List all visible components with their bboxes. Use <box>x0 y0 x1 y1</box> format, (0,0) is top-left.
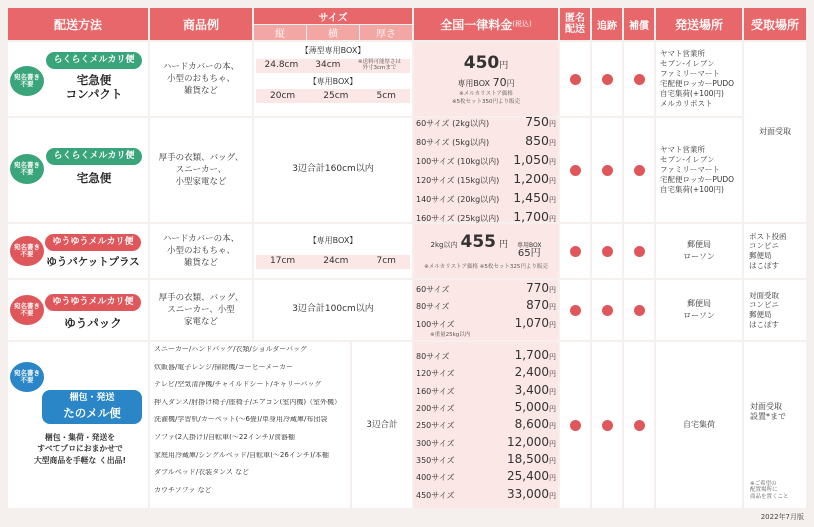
row5-compensation <box>624 342 654 508</box>
row1-tracking <box>592 42 622 116</box>
size-label: 140サイズ (20kg以内) <box>416 195 500 205</box>
box-depth: 7cm <box>376 256 396 267</box>
header-price <box>414 8 558 40</box>
row3-receive: ポスト投函 コンビニ 郵便局 はこぽす <box>744 224 806 278</box>
row3-tracking <box>592 224 622 278</box>
price-row <box>416 170 556 188</box>
size-label: 80サイズ <box>416 351 450 361</box>
price-row <box>416 347 556 364</box>
row1-anonymous <box>560 42 590 116</box>
header-anonymous-label: 匿名配送 <box>565 13 585 35</box>
price-value: 870円 <box>526 298 556 313</box>
available-dot <box>602 165 613 176</box>
no-label-badge: 宛名書き 不要 <box>10 154 44 184</box>
price-value: 1,050円 <box>513 151 556 167</box>
row2-size: 3辺合計160cm以内 <box>254 118 412 222</box>
price-value: 8,600円 <box>514 417 556 432</box>
row2-compensation <box>624 118 654 222</box>
size-label: 100サイズ (10kg以内) <box>416 156 500 166</box>
service-name: 宅急便 コンパクト <box>65 73 123 102</box>
price-row <box>416 416 556 433</box>
example-item: 炊飯器/電子レンジ/掃除機/コーヒーメーカー <box>154 363 293 371</box>
size-label: 250サイズ <box>416 421 455 431</box>
size-label: 60サイズ (2kg以内) <box>416 118 490 128</box>
price-row <box>416 468 556 485</box>
service-description: 梱包・集荷・発送を すべてプロにおまかせで 大型商品を手軽な く出品! <box>33 433 127 465</box>
service-name: ゆうパケットプラス <box>46 256 140 269</box>
price-row <box>416 132 556 150</box>
example-item: スニーカー/ハンドバッグ/衣類/ショルダーバッグ <box>154 346 308 353</box>
receive-text: 対面受取 設置*まで <box>750 402 786 422</box>
available-dot <box>570 305 581 316</box>
row5-example-list <box>150 342 350 508</box>
row4-tracking <box>592 280 622 340</box>
header-size-w: 横 <box>307 25 359 40</box>
size-label: 120サイズ (15kg以内) <box>416 176 500 185</box>
service-tag: ゆうゆうメルカリ便 <box>45 294 140 311</box>
row1-example: ハードカバーの本、 小型のおもちゃ、 雑貨など <box>150 42 252 116</box>
row4-size: 3辺合計100cm以内 <box>254 280 412 340</box>
box-height: 17cm <box>270 256 296 267</box>
price-value: 18,500円 <box>507 452 556 467</box>
price-note: ※5枚セット350円より販売 <box>451 99 521 106</box>
row5-size: 3辺合計 <box>352 342 412 508</box>
available-dot <box>570 74 581 85</box>
price-value: 1,700円 <box>514 347 556 362</box>
size-label: 400サイズ <box>416 473 455 483</box>
size-label: 160サイズ <box>416 386 455 396</box>
available-dot <box>634 165 645 176</box>
row5-method <box>8 342 148 508</box>
size-label: 100サイズ <box>416 319 455 329</box>
header-tracking: 追跡 <box>592 8 622 40</box>
box-height: 24.8cm <box>264 60 299 71</box>
service-tag: らくらくメルカリ便 <box>46 52 141 69</box>
row3-compensation <box>624 224 654 278</box>
header-price-tax: (税込) <box>512 20 532 28</box>
row5-price <box>414 342 558 508</box>
price-value: 5,000円 <box>514 399 556 414</box>
row1-compensation <box>624 42 654 116</box>
box-depth: 5cm <box>376 90 396 101</box>
row3-method <box>8 224 148 278</box>
box-label: 【専用BOX】 <box>308 76 358 86</box>
price-value: 25,400円 <box>507 469 556 484</box>
no-label-badge: 宛名書き 不要 <box>10 362 44 392</box>
available-dot <box>634 246 645 257</box>
example-item: ソファ(2人掛け)/自転車(〜22インチ)/食器棚 <box>154 433 295 441</box>
header-price-label: 全国一律料金 <box>440 17 513 32</box>
row3-price: 2kg以内 455 円 専用BOX 65円 ※メルカリストア価格 ※5枚セット325円より販売 <box>414 224 558 278</box>
service-tag: 梱包・発送 たのメル便 <box>42 390 142 424</box>
price-row <box>416 364 556 381</box>
price-value: 1,450円 <box>513 190 556 206</box>
service-name: 宅急便 <box>76 171 112 186</box>
row2-method <box>8 118 148 222</box>
box-label: 【専用BOX】 <box>308 236 358 245</box>
row5-anonymous <box>560 342 590 508</box>
row4-price <box>414 280 558 340</box>
example-item: 家庭用冷蔵庫/シングルベッド/自転車(〜26インチ)/本棚 <box>154 451 329 459</box>
price-note: ※メルカリストア価格 ※5枚セット325円より販売 <box>424 264 548 271</box>
row4-shipping: 郵便局 ローソン <box>656 280 742 340</box>
available-dot <box>634 420 645 431</box>
available-dot <box>634 74 645 85</box>
box-note: ※送料可能厚さは外寸3cmまで <box>357 59 402 71</box>
available-dot <box>602 74 613 85</box>
service-tag: ゆうゆうメルカリ便 <box>45 234 140 251</box>
price-value: 850円 <box>525 132 556 148</box>
box-width: 24cm <box>323 256 349 267</box>
price-row <box>416 399 556 416</box>
price-value: 455 <box>460 232 496 253</box>
price-value: 750円 <box>525 113 556 129</box>
price-value: 2,400円 <box>514 365 556 380</box>
row4-anonymous <box>560 280 590 340</box>
no-label-badge: 宛名書き 不要 <box>10 236 44 266</box>
row2-tracking <box>592 118 622 222</box>
row5-shipping: 自宅集荷 <box>656 342 742 508</box>
size-label: 160サイズ (25kg以内) <box>416 214 500 224</box>
available-dot <box>602 305 613 316</box>
size-label: 80サイズ <box>416 302 450 312</box>
header-size: サイズ <box>254 8 412 24</box>
row5-tracking <box>592 342 622 508</box>
box-height: 20cm <box>270 90 296 101</box>
box-label: 【薄型専用BOX】 <box>300 46 366 55</box>
price-row <box>416 280 556 297</box>
price-value: 33,000円 <box>507 486 556 501</box>
box-price-value: 70 <box>492 76 507 90</box>
row3-shipping: 郵便局 ローソン <box>656 224 742 278</box>
version-label: 2022年7月版 <box>760 513 804 521</box>
size-label: 200サイズ <box>416 403 455 413</box>
row2-anonymous <box>560 118 590 222</box>
price-value: 1,700円 <box>513 209 556 225</box>
no-label-badge: 宛名書き 不要 <box>10 295 44 325</box>
price-value: 3,400円 <box>514 382 556 397</box>
header-method: 配送方法 <box>8 8 148 40</box>
row2-shipping: ヤマト営業所 セブン-イレブン ファミリーマート 宅配便ロッカーPUDO 自宅集荷(+100円) <box>656 118 742 222</box>
available-dot <box>602 246 613 257</box>
size-label: 80サイズ (5kg以内) <box>416 137 490 147</box>
row4-receive: 対面受取 コンビニ 郵便局 はこぽす <box>744 280 806 340</box>
header-size-d: 厚さ <box>360 25 412 40</box>
available-dot <box>634 305 645 316</box>
size-label: 450サイズ <box>416 490 455 500</box>
row3-example: ハードカバーの本、 小型のおもちゃ、 雑貨など <box>150 224 252 278</box>
price-value: 1,070円 <box>514 315 556 330</box>
example-item: 押入ダンス/肘掛け椅子/座椅子/エアコン(室内機)（室外機） <box>154 398 342 406</box>
available-dot <box>570 420 581 431</box>
row4-example: 厚手の衣類、バッグ、 スニーカー、小型 家電など <box>150 280 252 340</box>
size-label: 60サイズ <box>416 284 450 294</box>
row1-price: 450円 専用BOX 70円 ※メルカリストア価格 ※5枚セット350円より販売 <box>414 42 558 116</box>
price-value: 450 <box>463 52 500 73</box>
price-row <box>416 151 556 169</box>
row3-anonymous <box>560 224 590 278</box>
header-receive-place: 受取場所 <box>744 8 806 40</box>
row1-shipping: ヤマト営業所 セブン-イレブン ファミリーマート 宅配便ロッカーPUDO 自宅集荷(+100円) メルカリポスト <box>656 42 742 116</box>
available-dot <box>570 246 581 257</box>
example-item: ダブルベッド/衣装タンス など <box>154 469 250 477</box>
available-dot <box>602 420 613 431</box>
row2-price <box>414 113 558 225</box>
header-size-h: 縦 <box>254 25 306 40</box>
price-row <box>416 189 556 207</box>
price-row <box>416 113 556 131</box>
box-width: 34cm <box>315 60 341 71</box>
row1-2-receive: 対面受取 <box>744 42 806 222</box>
price-value: 770円 <box>526 280 556 295</box>
receive-note: ※ご希望の 配置場所に 商品を置くこと <box>750 480 789 500</box>
price-row <box>416 297 556 314</box>
weight-note: ※重量25kg以内 <box>430 332 471 339</box>
row2-example: 厚手の衣類、バッグ、 スニーカー、 小型家電など <box>150 118 252 222</box>
header-shipping-place: 発送場所 <box>656 8 742 40</box>
price-row <box>416 451 556 468</box>
price-note: ※メルカリストア価格 <box>459 91 513 98</box>
example-item: カウチソファ など <box>154 486 212 494</box>
row4-compensation <box>624 280 654 340</box>
size-label: 350サイズ <box>416 456 455 466</box>
service-tag: らくらくメルカリ便 <box>46 148 141 165</box>
price-value: 1,200円 <box>513 171 556 186</box>
box-price-label: 専用BOX <box>457 79 491 89</box>
available-dot <box>570 165 581 176</box>
price-value: 12,000円 <box>507 434 556 449</box>
row1-size <box>254 42 412 116</box>
example-item: テレビ/空気清浄機/チャイルドシート/キャリーバッグ <box>154 381 322 389</box>
box-price-value: 65 <box>517 248 531 260</box>
no-label-badge: 宛名書き 不要 <box>10 66 44 96</box>
price-row <box>416 382 556 399</box>
example-item: 洗濯機/学習机/カーペット(〜6畳)/単身用冷蔵庫/布団袋 <box>154 416 328 424</box>
size-label: 300サイズ <box>416 438 455 448</box>
header-anonymous <box>560 8 590 40</box>
service-name: ゆうパック <box>64 316 122 331</box>
row1-method <box>8 42 148 116</box>
row5-receive <box>744 342 806 508</box>
box-width: 25cm <box>323 90 349 101</box>
row4-method <box>8 280 148 340</box>
price-row <box>416 315 556 332</box>
price-row <box>416 486 556 503</box>
weight-limit: 2kg以内 <box>430 241 458 250</box>
header-compensation: 補償 <box>624 8 654 40</box>
box-price-label: 専用BOX <box>517 242 542 250</box>
header-example: 商品例 <box>150 8 252 40</box>
size-label: 120サイズ <box>416 369 455 379</box>
price-row <box>416 434 556 451</box>
row3-size <box>254 224 412 278</box>
